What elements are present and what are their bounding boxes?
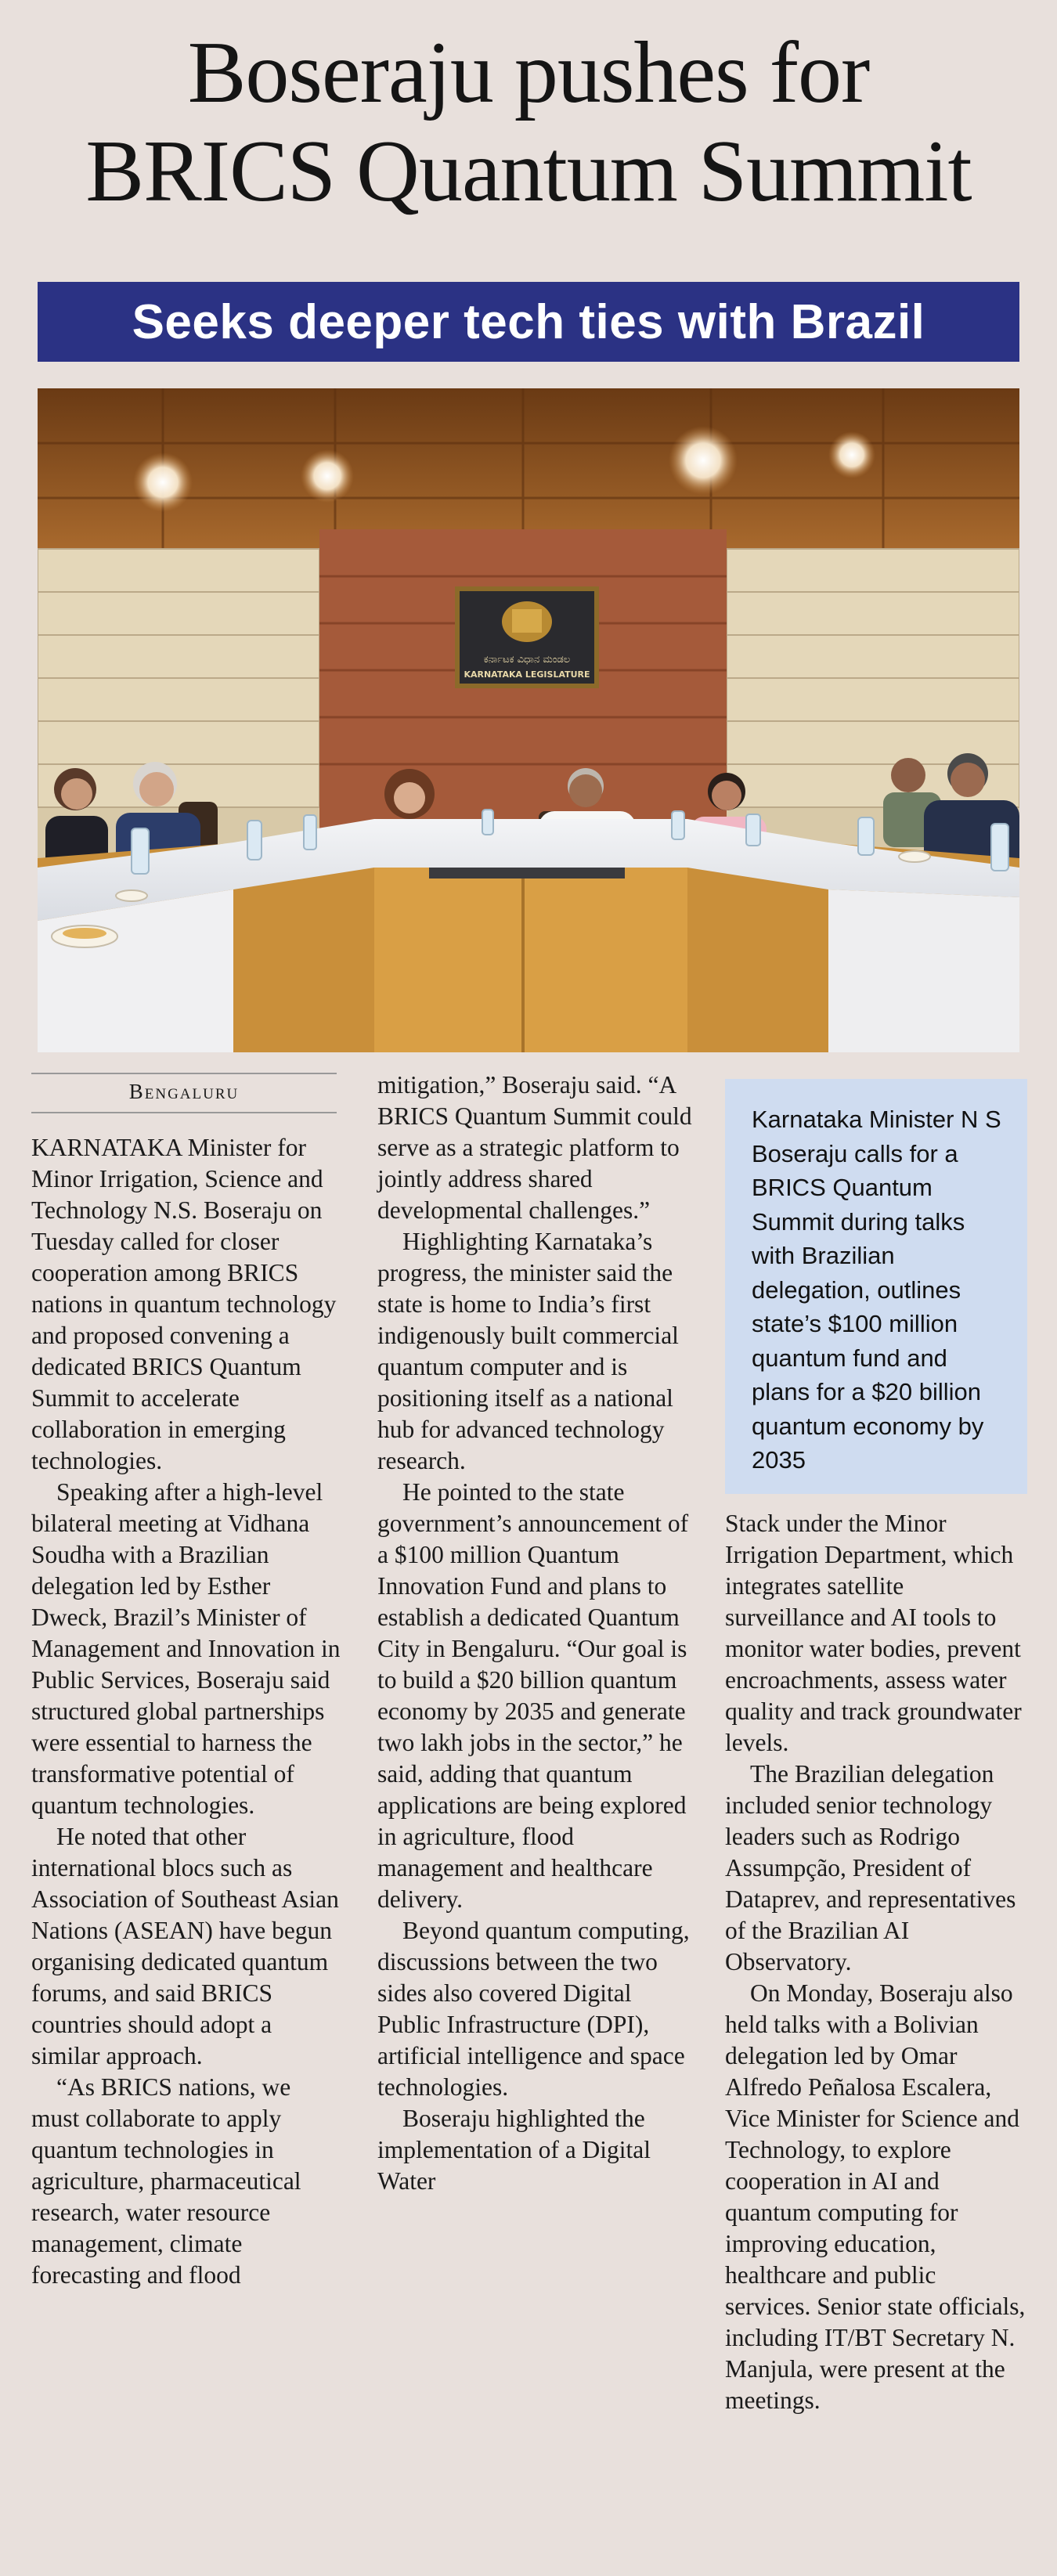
article-paragraph: “As BRICS nations, we must collaborate to apply quantum technologies in agriculture, pharmaceutical research, water resource management, climate forecasting and flood: [31, 2073, 301, 2289]
article-paragraph: Speaking after a high-level bilateral meeting at Vidhana Soudha with a Brazilian delegation led by Esther Dweck, Brazil’s Minister of Management and Innovation in Public Services, Boseraju said structured global partnerships were essential to harness the transformative potential of quantum technologies.: [31, 1478, 341, 1819]
article-paragraph-continued: Stack under the Minor Irrigation Department, which integrates satellite surveillance and AI tools to monitor water bodies, prevent encroachments, assess water quality and track groundwater levels.: [725, 1510, 1022, 1756]
pull-quote-box: Karnataka Minister N S Boseraju calls for a BRICS Quantum Summit during talks with Brazilian delegation, outlines state’s $100 million quantum fund and plans for a $20 billion quantum economy by 2035: [725, 1079, 1027, 1494]
headline: [0, 23, 1057, 221]
headline-line-1: Boseraju pushes for: [187, 24, 870, 121]
article-paragraph: Beyond quantum computing, discussions between the two sides also covered Digital Public Infrastructure (DPI), artificial intelligence and space technologies.: [377, 1917, 690, 2101]
meeting-room-photo: [38, 388, 1019, 1052]
article-paragraph: He noted that other international blocs such as Association of Southeast Asian Nations (ASEAN) have begun organising dedicated quantum forums, and said BRICS countries should adopt a similar approach.: [31, 1823, 339, 2069]
article-column-1: [31, 1132, 345, 2291]
sign-text-kannada: ಕರ್ನಾಟಕ ವಿಧಾನ ಮಂಡಲ: [483, 654, 571, 666]
dateline: Bengaluru: [31, 1073, 337, 1113]
article-column-3: [725, 1508, 1027, 2416]
article-paragraph-continued: mitigation,” Boseraju said. “A BRICS Quantum Summit could serve as a strategic platform to jointly address shared developmental challenges.”: [377, 1071, 692, 1224]
article-paragraph: KARNATAKA Minister for Minor Irrigation, Science and Technology N.S. Boseraju on Tuesday called for closer cooperation among BRICS nations in quantum technology and proposed convening a dedicated BRICS Quantum Summit to accelerate collaboration in emerging technologies.: [31, 1134, 337, 1474]
article-column-2: [377, 1070, 692, 2197]
sign-text-english: KARNATAKA LEGISLATURE: [464, 669, 590, 680]
article-paragraph: On Monday, Boseraju also held talks with a Bolivian delegation led by Omar Alfredo Peñalosa Escalera, Vice Minister for Science and Technology, to explore cooperation in AI and quantum computing for improving education, healthcare and public services. Senior state officials, including IT/BT Secretary N. Manjula, were present at the meetings.: [725, 1979, 1026, 2414]
article-paragraph: The Brazilian delegation included senior technology leaders such as Rodrigo Assumpção, President of Dataprev, and representatives of the Brazilian AI Observatory.: [725, 1760, 1016, 1975]
subheadline-banner: Seeks deeper tech ties with Brazil: [38, 282, 1019, 362]
article-paragraph: Boseraju highlighted the implementation of a Digital Water: [377, 2105, 651, 2195]
article-paragraph: Highlighting Karnataka’s progress, the minister said the state is home to India’s first indigenously built commercial quantum computer and is positioning itself as a national hub for advanced technology research.: [377, 1228, 679, 1474]
article-paragraph: He pointed to the state government’s announcement of a $100 million Quantum Innovation Fund and plans to establish a dedicated Quantum City in Bengaluru. “Our goal is to build a $20 billion quantum economy by 2035 and generate two lakh jobs in the sector,” he said, adding that quantum applications are being explored in agriculture, flood management and healthcare delivery.: [377, 1478, 689, 1913]
headline-line-2: BRICS Quantum Summit: [85, 123, 972, 220]
